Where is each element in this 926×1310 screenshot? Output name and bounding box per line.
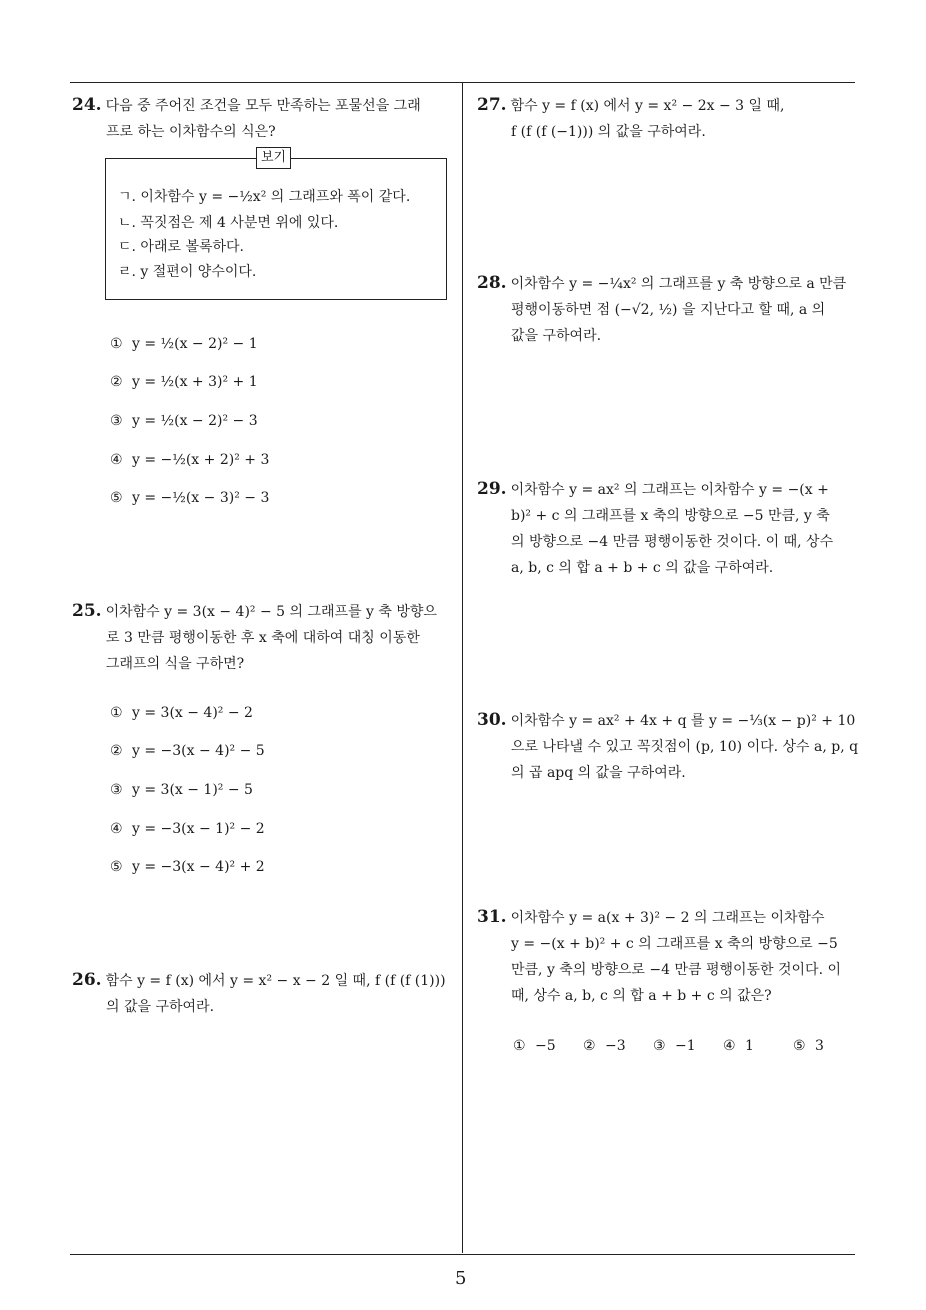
question-text: 그래프의 식을 구하면? xyxy=(106,656,245,672)
option-mark: ④ xyxy=(723,1038,736,1054)
question-text: 이차함수 y = a(x + 3)² − 2 의 그래프는 이차함수 xyxy=(510,910,825,926)
option-text: y = ½(x − 2)² − 3 xyxy=(132,413,258,429)
question-number: 24. xyxy=(72,95,102,115)
option-mark: ③ xyxy=(110,782,123,798)
question-text: f (f (f (−1))) 의 값을 구하여라. xyxy=(511,124,706,140)
option-item[interactable] xyxy=(110,411,258,431)
question-text: b)² + c 의 그래프를 x 축의 방향으로 −5 만큼, y 축 xyxy=(511,508,830,524)
question-text: 함수 y = f (x) 에서 y = x² − x − 2 일 때, f (f (f (1))) xyxy=(105,973,446,989)
option-mark: ② xyxy=(583,1038,596,1054)
question-text: 평행이동하면 점 (−√2, ½) 을 지난다고 할 때, a 의 xyxy=(511,302,826,318)
option-item[interactable] xyxy=(653,1036,696,1056)
option-item[interactable] xyxy=(110,334,258,354)
option-text: y = 3(x − 1)² − 5 xyxy=(132,782,253,798)
question-text: 의 방향으로 −4 만큼 평행이동한 것이다. 이 때, 상수 xyxy=(511,534,834,550)
condition-item: ㄴ. 꼭짓점은 제 4 사분면 위에 있다. xyxy=(118,215,339,231)
question-text: 이차함수 y = −¼x² 의 그래프를 y 축 방향으로 a 만큼 xyxy=(510,276,847,292)
condition-item: ㄱ. 이차함수 y = −½x² 의 그래프와 폭이 같다. xyxy=(118,189,411,205)
option-text: −1 xyxy=(675,1038,696,1054)
question-number: 28. xyxy=(477,273,507,293)
option-text: −3 xyxy=(605,1038,626,1054)
option-item[interactable] xyxy=(583,1036,626,1056)
question-28 xyxy=(477,270,862,349)
option-text: y = −3(x − 4)² − 5 xyxy=(132,743,265,759)
question-text: y = −(x + b)² + c 의 그래프를 x 축의 방향으로 −5 xyxy=(511,936,838,952)
question-text: 만큼, y 축의 방향으로 −4 만큼 평행이동한 것이다. 이 xyxy=(511,962,842,978)
bottom-rule xyxy=(70,1254,855,1255)
option-mark: ① xyxy=(110,705,123,721)
option-item[interactable] xyxy=(110,741,265,761)
option-text: y = ½(x − 2)² − 1 xyxy=(132,336,258,352)
option-mark: ① xyxy=(110,336,123,352)
option-item[interactable] xyxy=(110,857,265,877)
option-item[interactable] xyxy=(110,780,253,800)
option-item[interactable] xyxy=(793,1036,824,1056)
page-number: 5 xyxy=(455,1268,467,1289)
option-mark: ② xyxy=(110,374,123,390)
question-number: 26. xyxy=(72,970,102,990)
question-text: 값을 구하여라. xyxy=(511,328,602,344)
question-number: 30. xyxy=(477,710,507,730)
condition-item: ㄷ. 아래로 볼록하다. xyxy=(118,239,244,255)
question-number: 27. xyxy=(477,95,507,115)
option-item[interactable] xyxy=(110,372,258,392)
question-24 xyxy=(72,92,457,145)
question-30 xyxy=(477,707,862,786)
question-number: 29. xyxy=(477,479,507,499)
option-text: y = 3(x − 4)² − 2 xyxy=(132,705,253,721)
conditions-box xyxy=(105,150,447,300)
option-item[interactable] xyxy=(513,1036,556,1056)
option-text: y = −½(x − 3)² − 3 xyxy=(132,490,270,506)
option-mark: ⑤ xyxy=(110,859,123,875)
question-text: 이차함수 y = ax² 의 그래프는 이차함수 y = −(x + xyxy=(510,482,829,498)
option-mark: ① xyxy=(513,1038,526,1054)
option-mark: ② xyxy=(110,743,123,759)
question-number: 25. xyxy=(72,601,102,621)
question-text: 로 3 만큼 평행이동한 후 x 축에 대하여 대칭 이동한 xyxy=(106,630,420,646)
question-text: 프로 하는 이차함수의 식은? xyxy=(106,124,276,140)
option-mark: ③ xyxy=(653,1038,666,1054)
question-text: 다음 중 주어진 조건을 모두 만족하는 포물선을 그래 xyxy=(105,98,421,114)
option-text: y = −½(x + 2)² + 3 xyxy=(132,452,270,468)
question-text: a, b, c 의 합 a + b + c 의 값을 구하여라. xyxy=(511,560,774,576)
option-text: 3 xyxy=(815,1038,824,1054)
question-text: 으로 나타낼 수 있고 꼭짓점이 (p, 10) 이다. 상수 a, p, q xyxy=(511,739,859,755)
question-27 xyxy=(477,92,862,145)
option-item[interactable] xyxy=(723,1036,754,1056)
question-number: 31. xyxy=(477,907,507,927)
question-text: 함수 y = f (x) 에서 y = x² − 2x − 3 일 때, xyxy=(510,98,785,114)
option-text: −5 xyxy=(535,1038,556,1054)
question-26 xyxy=(72,967,457,1020)
option-text: 1 xyxy=(745,1038,754,1054)
option-mark: ⑤ xyxy=(110,490,123,506)
question-25 xyxy=(72,598,457,677)
option-item[interactable] xyxy=(110,450,269,470)
question-text: 이차함수 y = 3(x − 4)² − 5 의 그래프를 y 축 방향으 xyxy=(105,604,437,620)
question-text: 이차함수 y = ax² + 4x + q 를 y = −⅓(x − p)² + 10 xyxy=(510,713,856,729)
option-mark: ⑤ xyxy=(793,1038,806,1054)
option-text: y = ½(x + 3)² + 1 xyxy=(132,374,258,390)
option-mark: ④ xyxy=(110,821,123,837)
question-text: 때, 상수 a, b, c 의 합 a + b + c 의 값은? xyxy=(511,988,772,1004)
option-text: y = −3(x − 1)² − 2 xyxy=(132,821,265,837)
option-mark: ④ xyxy=(110,452,123,468)
column-divider xyxy=(462,83,463,1253)
option-item[interactable] xyxy=(110,703,253,723)
box-title: 보기 xyxy=(256,147,291,169)
condition-item: ㄹ. y 절편이 양수이다. xyxy=(118,264,257,280)
question-text: 의 곱 apq 의 값을 구하여라. xyxy=(511,765,686,781)
question-text: 의 값을 구하여라. xyxy=(106,999,215,1015)
option-text: y = −3(x − 4)² + 2 xyxy=(132,859,265,875)
question-29 xyxy=(477,476,862,581)
option-item[interactable] xyxy=(110,488,269,508)
question-31 xyxy=(477,904,862,1009)
option-mark: ③ xyxy=(110,413,123,429)
option-item[interactable] xyxy=(110,819,265,839)
